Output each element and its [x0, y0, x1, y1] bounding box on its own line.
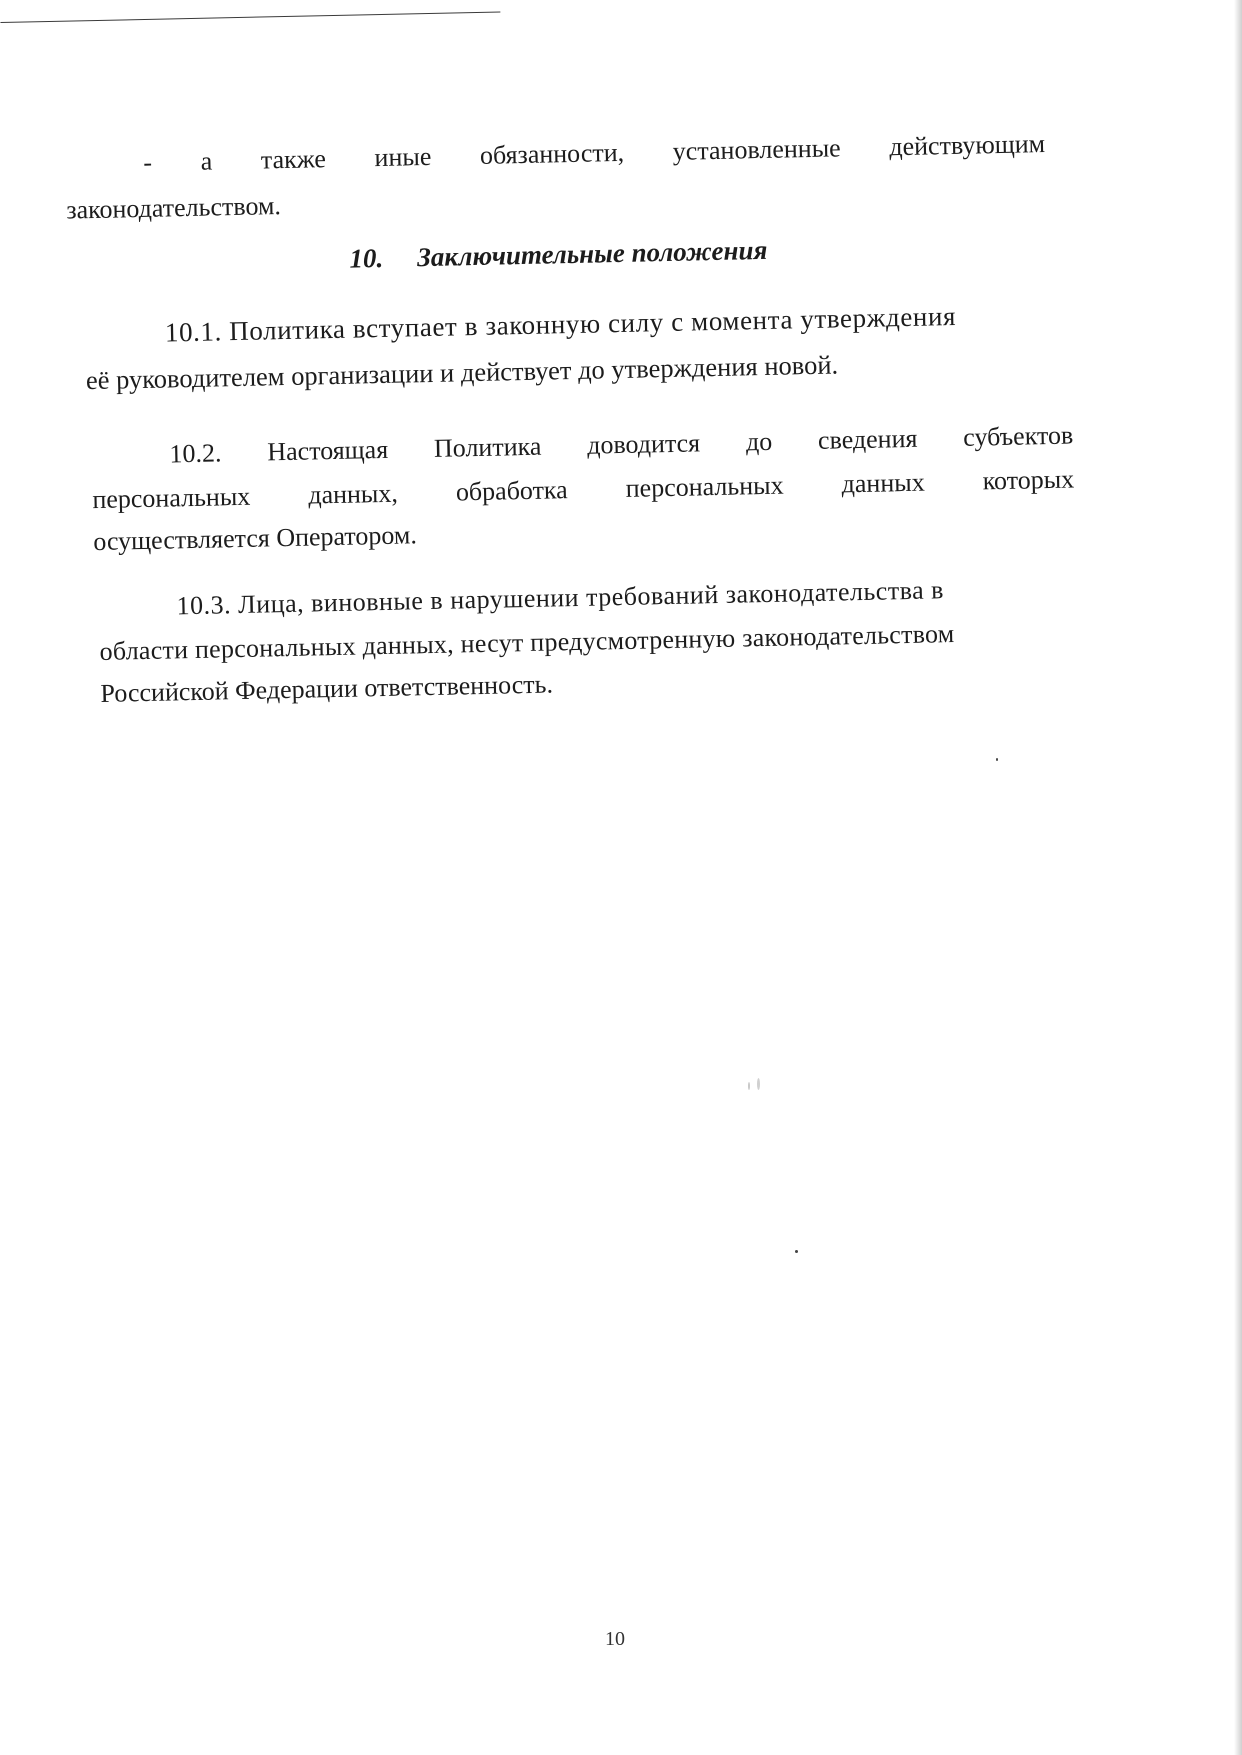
section-title: Заключительные положения — [416, 234, 768, 273]
p2-word: 10.2. — [169, 438, 222, 469]
p2-word: персональных — [625, 470, 784, 503]
intro-word: иные — [374, 141, 432, 173]
p3-line-3: Российской Федерации ответственность. — [100, 669, 554, 708]
scan-speck — [748, 1082, 750, 1090]
p3-line-1: 10.3. Лица, виновные в нарушении требований законодательства в — [176, 575, 945, 621]
p2-word: до — [745, 426, 773, 457]
p2-word: Политика — [433, 431, 542, 463]
page-number: 10 — [605, 1628, 625, 1650]
p2-line-1 — [169, 419, 1074, 472]
p2-word: субъектов — [962, 420, 1074, 452]
p2-line-3: осуществляется Оператором. — [92, 520, 418, 557]
intro-line-1 — [143, 127, 1046, 180]
scan-speck — [757, 1078, 760, 1090]
p1-line-2: её руководителем организации и действует до утверждения новой. — [85, 349, 839, 396]
p3-line-2: области персональных данных, несут предусмотренную законодательством — [99, 619, 955, 666]
intro-word: также — [260, 144, 327, 175]
section-heading — [349, 235, 768, 275]
p2-word: которых — [982, 464, 1075, 496]
section-number: 10. — [349, 242, 384, 274]
p2-word: данных, — [307, 478, 399, 510]
intro-word: - — [143, 147, 153, 177]
p2-word: сведения — [817, 423, 918, 455]
scan-speck — [795, 1250, 798, 1253]
intro-line-2: законодательством. — [66, 191, 282, 225]
p2-word: персональных — [92, 481, 251, 515]
p2-word: Настоящая — [266, 434, 389, 467]
p2-line-2 — [92, 463, 1074, 518]
intro-word: установленные — [672, 133, 841, 166]
intro-word: обязанности, — [479, 137, 625, 170]
p1-line-1: 10.1. Политика вступает в законную силу с момента утверждения — [164, 300, 957, 348]
intro-word: а — [200, 146, 213, 176]
intro-word: действующим — [889, 129, 1046, 162]
scan-speck — [996, 758, 998, 761]
p2-word: обработка — [455, 475, 568, 507]
p2-word: данных — [841, 467, 925, 499]
p2-word: доводится — [586, 428, 701, 460]
